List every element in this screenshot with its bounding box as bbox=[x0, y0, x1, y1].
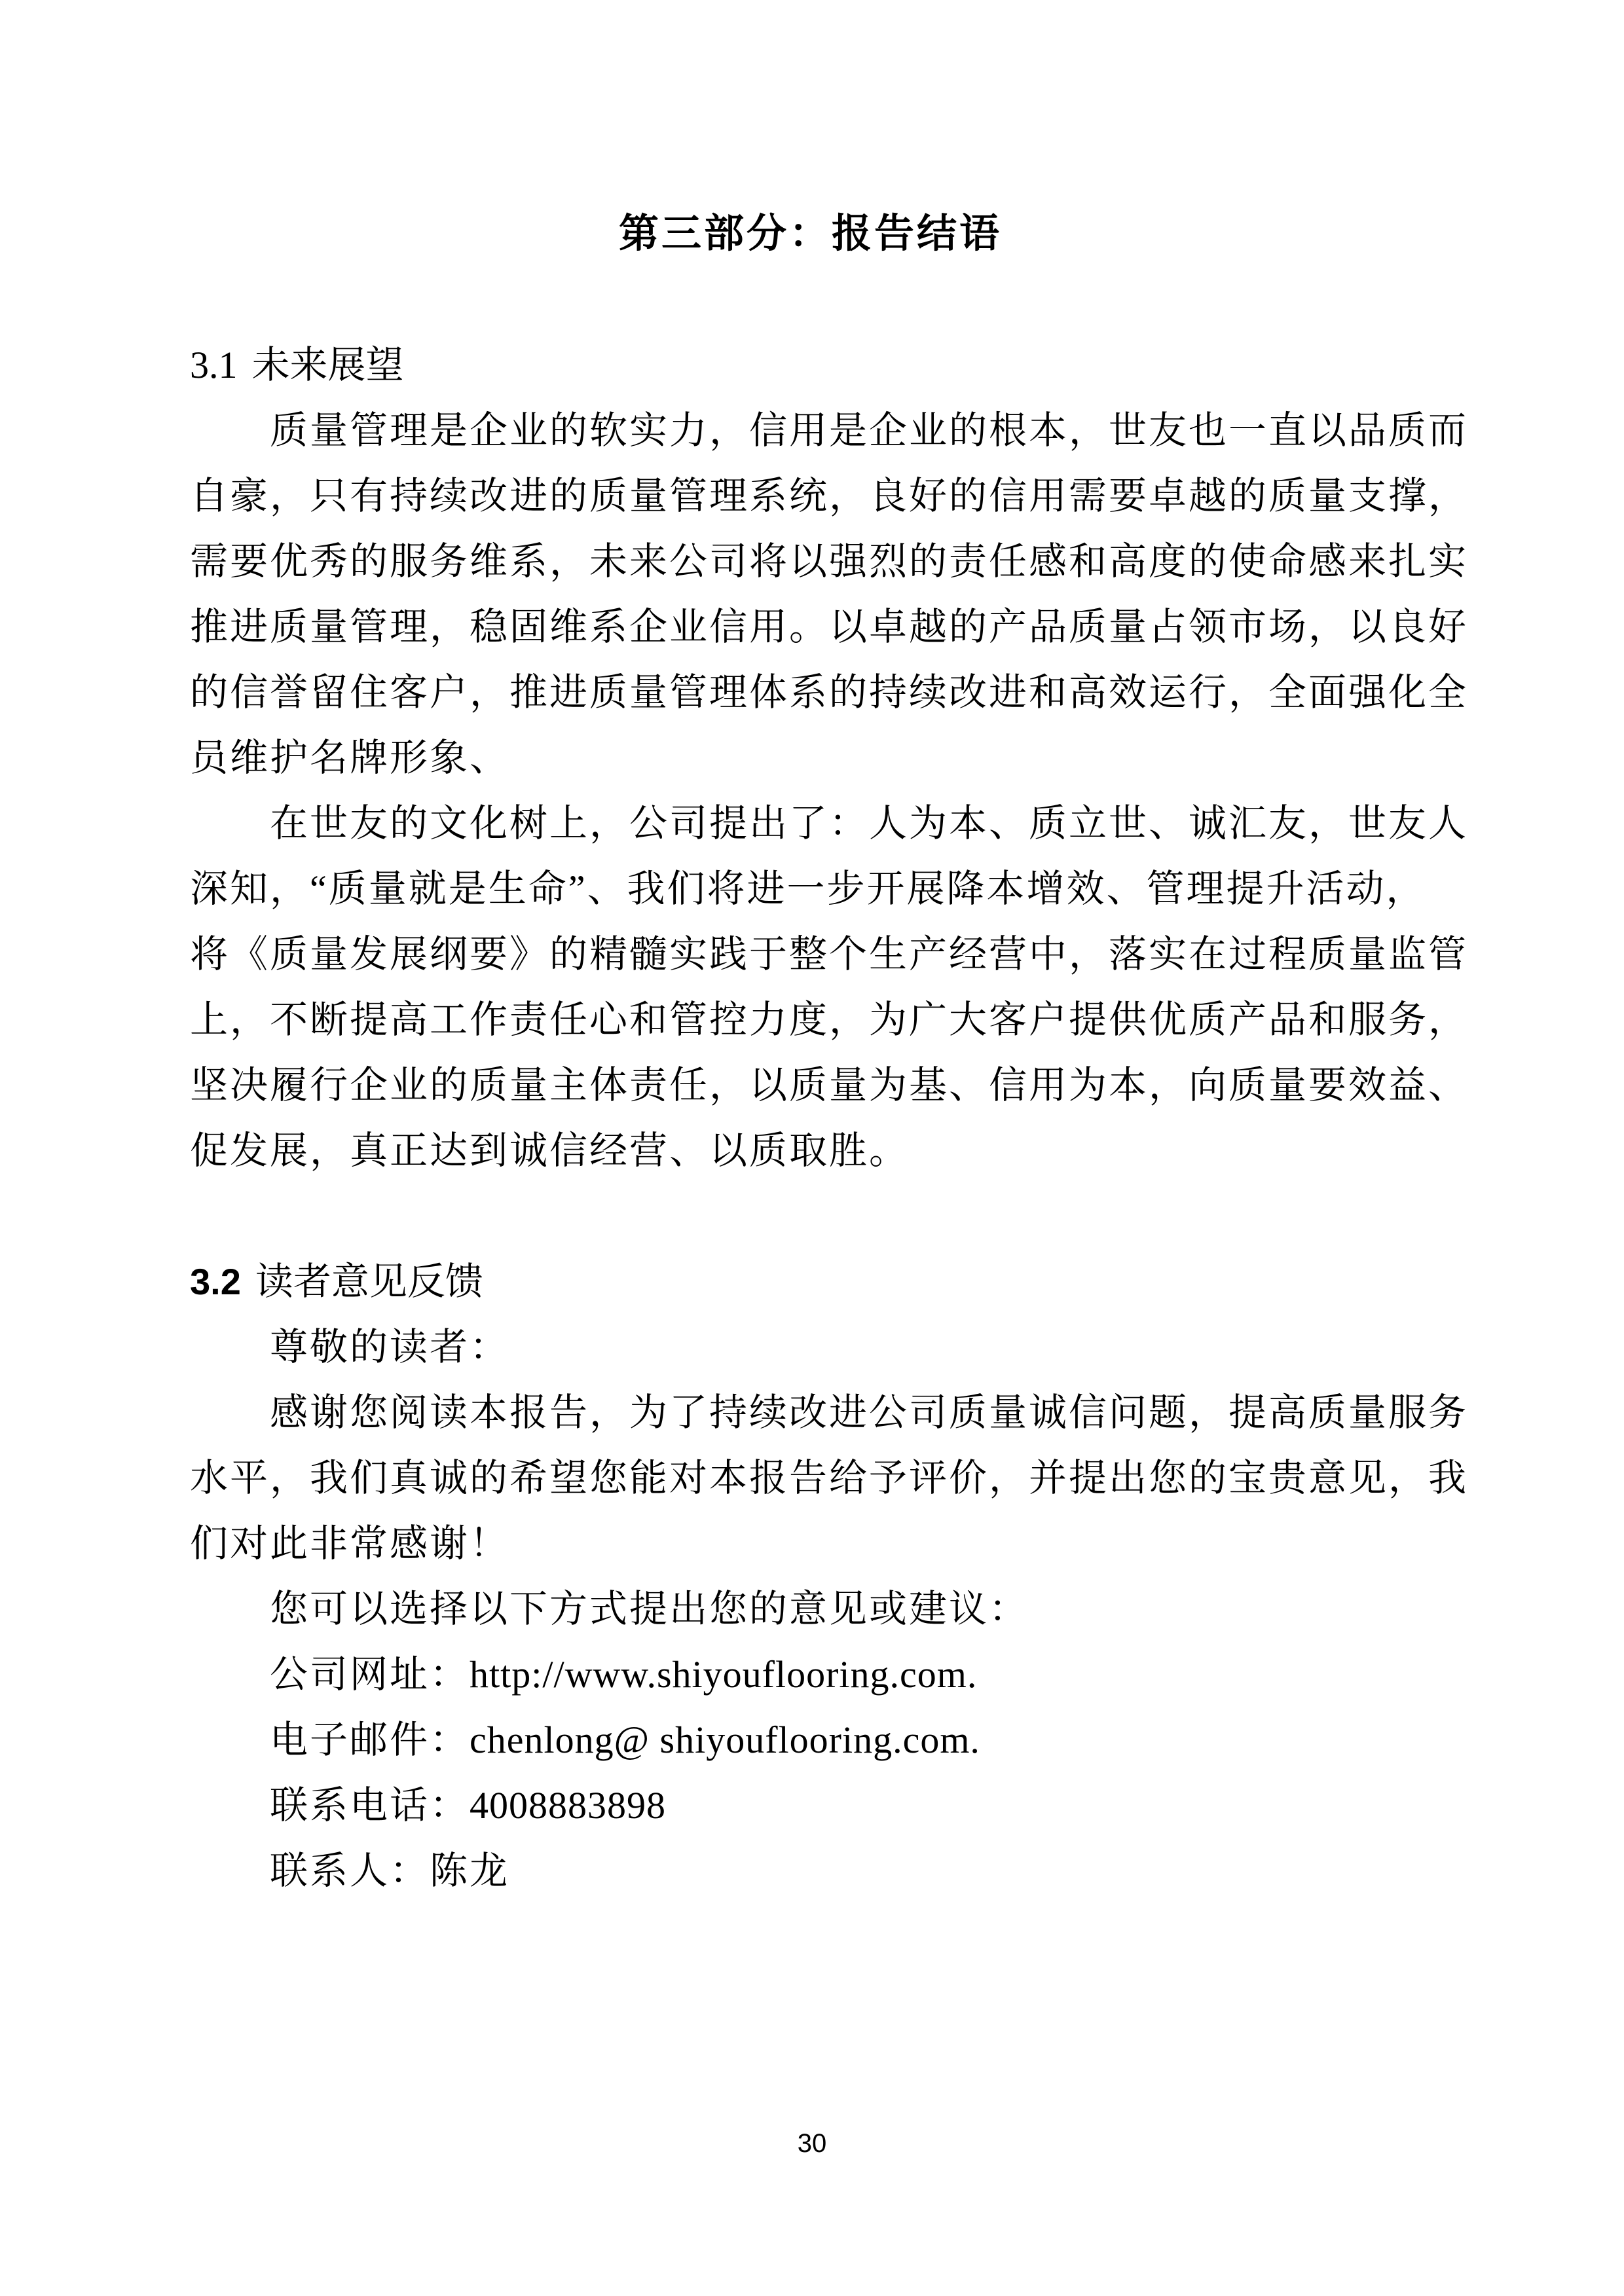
paragraph-line: 感谢您阅读本报告，为了持续改进公司质量诚信问题，提高质量服务 bbox=[270, 1391, 1469, 1434]
contact-phone-label: 联系电话： bbox=[270, 1784, 470, 1827]
blank-line bbox=[190, 267, 1431, 333]
salutation-line: 尊敬的读者： bbox=[270, 1326, 510, 1368]
section-3-1-heading bbox=[190, 333, 1431, 398]
paragraph-line: 上，不断提高工作责任心和管控力度，为广大客户提供优质产品和服务， bbox=[190, 998, 1469, 1041]
contact-email-label: 电子邮件： bbox=[270, 1719, 470, 1761]
paragraph-line: 坚决履行企业的质量主体责任，以质量为基、信用为本，向质量要效益、 bbox=[190, 1064, 1469, 1106]
paragraph-line: 自豪，只有持续改进的质量管理系统，良好的信用需要卓越的质量支撑， bbox=[190, 475, 1469, 517]
paragraph-line: 水平，我们真诚的希望您能对本报告给予评价，并提出您的宝贵意见，我 bbox=[190, 1457, 1469, 1499]
paragraph-line: 们对此非常感谢！ bbox=[190, 1522, 510, 1565]
contact-person-line bbox=[190, 1838, 1431, 1904]
blank-line bbox=[190, 1184, 1431, 1249]
paragraph-line: 质量管理是企业的软实力，信用是企业的根本，世友也一直以品质而 bbox=[270, 409, 1469, 452]
section-3-2-heading bbox=[190, 1249, 1431, 1315]
section-3-2-number: 3.2 bbox=[190, 1261, 241, 1302]
section-3-1-title: 未来展望 bbox=[251, 344, 404, 386]
paragraph-line: 需要优秀的服务维系，未来公司将以强烈的责任感和高度的使命感来扎实 bbox=[190, 540, 1469, 583]
page-number: 30 bbox=[797, 2129, 827, 2158]
contact-phone-line bbox=[190, 1773, 1431, 1838]
contact-person-value: 陈龙 bbox=[430, 1850, 510, 1892]
contact-website-label: 公司网址： bbox=[270, 1653, 470, 1696]
paragraph-line: 的信誉留住客户，推进质量管理体系的持续改进和高效运行，全面强化全 bbox=[190, 671, 1469, 714]
paragraph-line: 员维护名牌形象、 bbox=[190, 737, 510, 779]
paragraph-line: 深知，“质量就是生命”、我们将进一步开展降本增效、管理提升活动， bbox=[190, 867, 1426, 910]
contact-list bbox=[190, 1642, 1431, 1904]
contact-website-line bbox=[190, 1642, 1431, 1707]
options-intro-line: 您可以选择以下方式提出您的意见或建议： bbox=[270, 1588, 1029, 1630]
section-3-1-paragraph-1 bbox=[190, 398, 1469, 791]
paragraph-line: 在世友的文化树上，公司提出了：人为本、质立世、诚汇友，世友人 bbox=[270, 802, 1469, 845]
section-3-2-title: 读者意见反馈 bbox=[255, 1260, 483, 1303]
section-3-1-number: 3.1 bbox=[190, 344, 238, 386]
paragraph-line: 将《质量发展纲要》的精髓实践于整个生产经营中，落实在过程质量监管 bbox=[190, 933, 1469, 975]
contact-phone-value: 4008883898 bbox=[470, 1784, 667, 1827]
page-content bbox=[190, 202, 1469, 1904]
section-3-1-paragraph-2 bbox=[190, 791, 1469, 1184]
page-title: 第三部分：报告结语 bbox=[618, 212, 1002, 256]
contact-email-line bbox=[190, 1707, 1431, 1773]
contact-person-label: 联系人： bbox=[270, 1850, 430, 1892]
section-3-2-paragraph bbox=[190, 1380, 1469, 1576]
paragraph-line: 促发展，真正达到诚信经营、以质取胜。 bbox=[190, 1129, 910, 1172]
contact-email-value: chenlong@ shiyouflooring.com. bbox=[470, 1719, 980, 1761]
contact-website-value: http://www.shiyouflooring.com. bbox=[470, 1653, 978, 1696]
paragraph-line: 推进质量管理，稳固维系企业信用。以卓越的产品质量占领市场，以良好 bbox=[190, 606, 1469, 648]
